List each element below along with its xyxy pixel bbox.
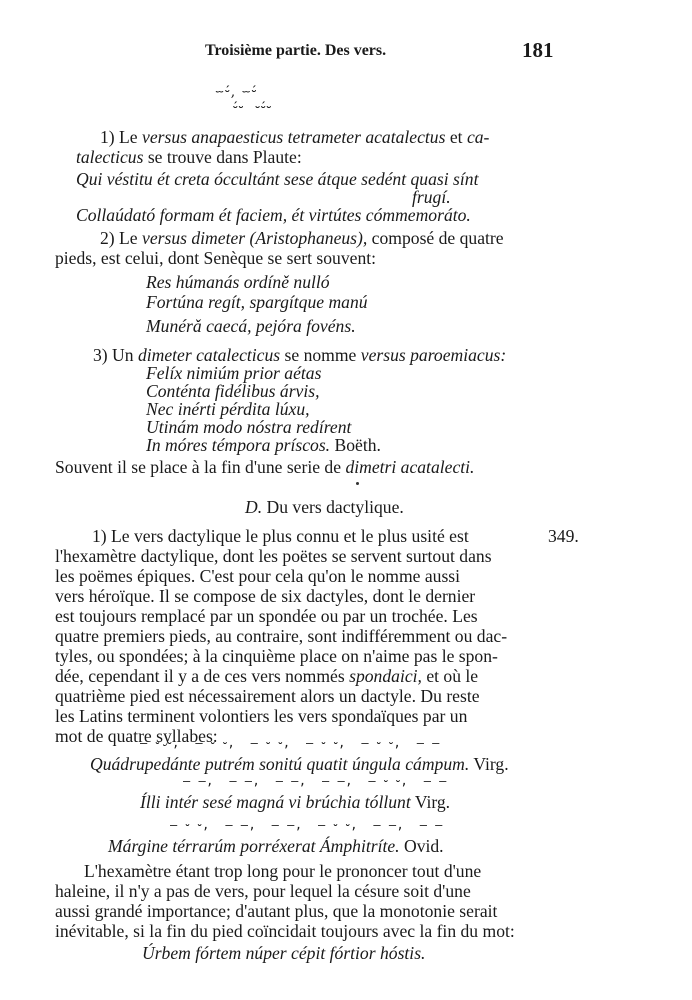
dactyl-para-line-3: les poëmes épiques. C'est pour cela qu'on le nomme aussi xyxy=(55,566,461,586)
section-title: Du vers dactylique. xyxy=(262,497,404,517)
dactyl-para-line-1: 1) Le vers dactylique le plus connu et le plus usité est xyxy=(92,526,469,546)
quote-seneca-line-3: Munérǎ caecá, pejóra fovéns. xyxy=(146,316,356,336)
term-spondaici: spondaici, xyxy=(349,666,422,686)
metrical-scheme-2: — —, — —, — —, — —, — ⏑ ⏑, — — xyxy=(183,774,447,788)
verse-type-name: versus dimeter (Aristophaneus), xyxy=(142,228,368,248)
final-para-line-2: haleine, il n'y a pas de vers, pour lequel la césure soit d'une xyxy=(55,881,471,901)
para-anapaest-line-2 xyxy=(76,147,302,167)
example-verse-3 xyxy=(108,836,444,856)
verse-text: In móres témpora príscos. xyxy=(146,435,331,455)
text-fragment: dée, cependant il y a de ces vers nommés xyxy=(55,666,350,686)
verse-type-name: dimetri acatalecti. xyxy=(345,457,475,477)
running-title: Troisième partie. Des vers. xyxy=(205,42,387,59)
meter-sign-upper: ⏖⏑́, ⏖⏑́ xyxy=(215,84,258,100)
dactyl-para-line-5: est toujours remplacé par un spondée ou par un trochée. Les xyxy=(55,606,478,626)
final-para-line-3: aussi grandé importance; d'autant plus, que la monotonie serait xyxy=(55,901,498,921)
final-para-line-1: L'hexamètre étant trop long pour le prononcer tout d'une xyxy=(84,861,482,881)
quote-boethius-line-5 xyxy=(146,435,381,455)
dactyl-para-line-4: vers héroïque. Il se compose de six dactyles, dont le dernier xyxy=(55,586,476,606)
quote-boethius-line-2: Conténta fidélibus árvis, xyxy=(146,381,320,401)
verse-text: Márgine térrarúm porréxerat Ámphitríte. xyxy=(108,836,400,856)
text-fragment: se trouve dans Plaute: xyxy=(143,147,302,167)
example-verse-2 xyxy=(140,792,450,812)
quote-seneca-line-2: Fortúna regít, spargítque manú xyxy=(146,292,368,312)
verse-type-name: ca- xyxy=(466,127,490,147)
para-anapaest-line-1 xyxy=(100,127,489,147)
example-verse-1 xyxy=(90,754,509,774)
text-fragment: et où le xyxy=(421,666,479,686)
para-number: 2) Le xyxy=(100,228,143,248)
para-serie-line xyxy=(55,457,474,477)
quote-seneca-line-1: Res húmanás ordíně nulló xyxy=(146,272,330,292)
metrical-scheme-3: — ⏑ ⏑, — —, — —, — ⏑ ⏑, — —, — — xyxy=(170,818,443,832)
metrical-scheme-1: — ⏑ ⏑, — ⏑ ⏑, — ⏑ ⏑, — ⏑ ⏑, — ⏑ ⏑, — — xyxy=(140,736,440,750)
final-para-line-4: inévitable, si la fin du pied coïncidait toujours avec la fin du mot: xyxy=(55,921,515,941)
para-number: 3) Un xyxy=(93,345,138,365)
quote-boethius-line-1: Felíx nimiúm prior aétas xyxy=(146,363,322,383)
author-attribution: Virg. xyxy=(414,792,451,812)
final-example-verse: Úrbem fórtem núper cépit fórtior hóstis. xyxy=(142,943,426,963)
quote-boethius-line-4: Utinám modo nóstra redírent xyxy=(146,417,352,437)
para-number: 1) Le xyxy=(100,127,143,147)
text-fragment: composé de quatre xyxy=(367,228,504,248)
verse-text: Ílli intér sesé magná vi brúchia tóllunt xyxy=(140,792,411,812)
author-attribution: Boëth. xyxy=(334,435,381,455)
dactyl-para-line-2: l'hexamètre dactylique, dont les poëtes se servent surtout dans xyxy=(55,546,492,566)
quote-plautus-line-2: Collaúdató formam ét faciem, ét virtútes cómmemoráto. xyxy=(76,205,471,225)
page-header xyxy=(0,38,692,66)
dactyl-para-line-7: tyles, ou spondées; à la cinquième place on n'aime pas le spon- xyxy=(55,646,498,666)
dactyl-para-line-11: mot de quatre syllabes: xyxy=(55,726,218,746)
quote-boethius-line-3: Nec inérti pérdita lúxu, xyxy=(146,399,310,419)
section-heading xyxy=(245,497,404,517)
verse-type-name: talecticus xyxy=(76,147,144,167)
dactyl-para-line-8 xyxy=(55,666,478,686)
text-fragment: Souvent il se place à la fin d'une serie de xyxy=(55,457,346,477)
margin-section-number: 349. xyxy=(548,526,579,546)
divider-dot xyxy=(356,482,359,485)
dactyl-para-line-9: quatrième pied est nécessairement alors un dactyle. Du reste xyxy=(55,686,480,706)
quote-plautus-line-1b: frugí. xyxy=(412,187,451,207)
para-catalectic-line-1 xyxy=(93,345,506,365)
verse-type-name: versus anapaesticus tetrameter acatalectus xyxy=(142,127,446,147)
meter-sign-lower: ⏑́⏑ ⏑⏑́⏑ xyxy=(233,100,273,116)
verse-type-name: versus paroemiacus: xyxy=(360,345,507,365)
text-fragment: et xyxy=(445,127,467,147)
section-letter: D. xyxy=(245,497,263,517)
para-dimeter-line-1 xyxy=(100,228,504,248)
verse-text: Quádrupedánte putrém sonitú quatit úngula cámpum. xyxy=(90,754,470,774)
author-attribution: Ovid. xyxy=(403,836,444,856)
dactyl-para-line-6: quatre premiers pieds, au contraire, sont indifféremment ou dac- xyxy=(55,626,508,646)
verse-type-name: dimeter catalecticus xyxy=(137,345,281,365)
dactyl-para-line-10: les Latins terminent volontiers les vers spondaïques par un xyxy=(55,706,468,726)
author-attribution: Virg. xyxy=(473,754,509,774)
quote-plautus-line-1: Qui véstitu ét creta óccultánt sese átque sedént quasi sínt xyxy=(76,169,479,189)
text-fragment: se nomme xyxy=(280,345,361,365)
page-number: 181 xyxy=(522,38,554,62)
para-dimeter-line-2: pieds, est celui, dont Senèque se sert souvent: xyxy=(55,248,377,268)
